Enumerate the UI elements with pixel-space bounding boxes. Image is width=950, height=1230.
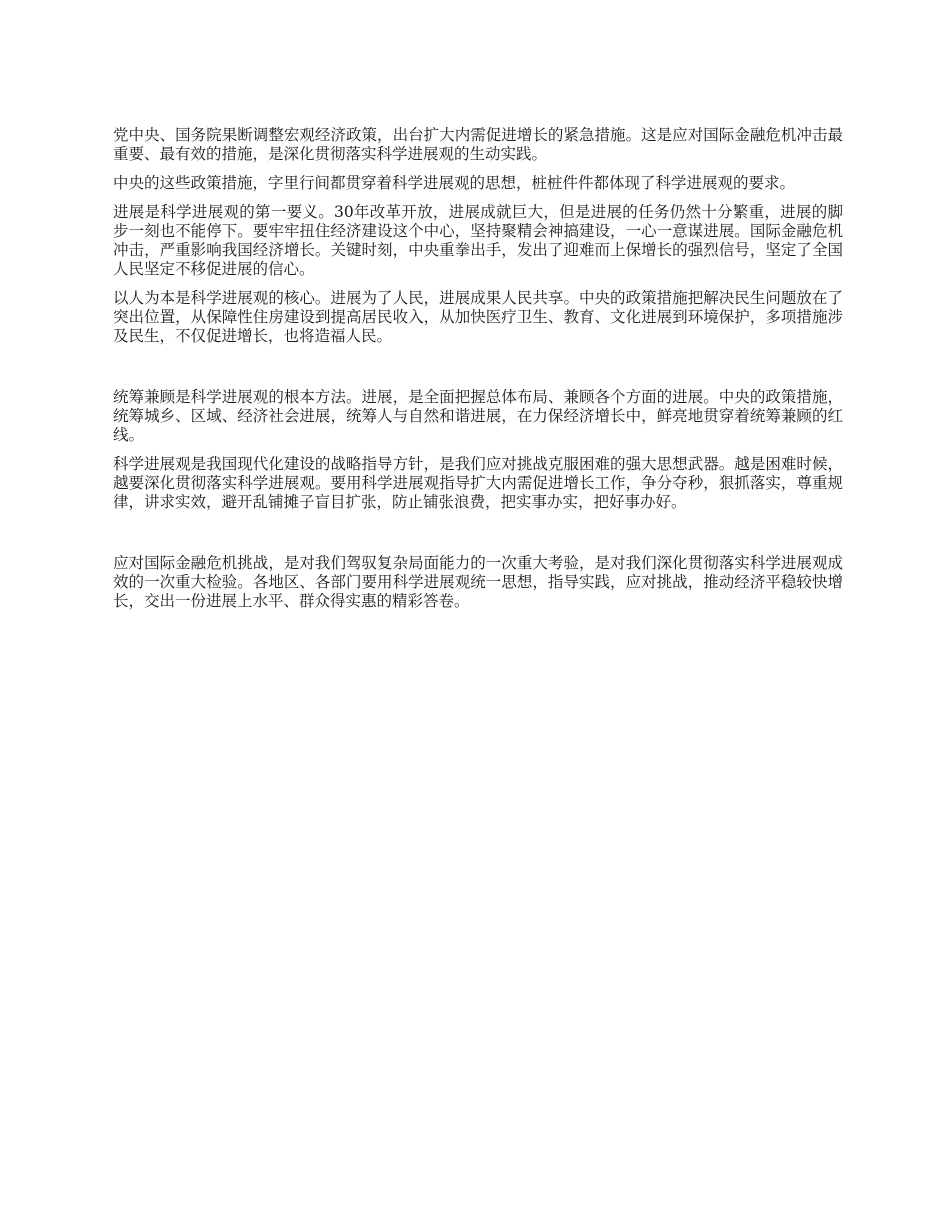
- paragraph-7: 应对国际金融危机挑战，是对我们驾驭复杂局面能力的一次重大考验，是对我们深化贯彻落实科学进展观成效的一次重大检验。各地区、各部门要用科学进展观统一思想，指导实践，应对挑战，推动经济平稳较快增长，交出一份进展上水平、群众得实惠的精彩答卷。: [113, 554, 843, 610]
- paragraph-5: 统筹兼顾是科学进展观的根本方法。进展，是全面把握总体布局、兼顾各个方面的进展。中央的政策措施，统筹城乡、区域、经济社会进展，统筹人与自然和谐进展，在力保经济增长中，鲜亮地贯穿着统筹兼顾的红线。: [113, 388, 843, 444]
- paragraph-2: 中央的这些政策措施，字里行间都贯穿着科学进展观的思想，桩桩件件都体现了科学进展观的要求。: [113, 174, 796, 192]
- paragraph-spacer: [113, 522, 843, 554]
- paragraph-4: 以人为本是科学进展观的核心。进展为了人民，进展成果人民共享。中央的政策措施把解决民生问题放在了突出位置，从保障性住房建设到提高居民收入，从加快医疗卫生、教育、文化进展到环境保护，多项措施涉及民生，不仅促进增长，也将造福人民。: [113, 289, 843, 345]
- paragraph-3: 进展是科学进展观的第一要义。30年改革开放，进展成就巨大，但是进展的任务仍然十分繁重，进展的脚步一刻也不能停下。要牢牢扭住经济建设这个中心，坚持聚精会神搞建设，一心一意谋进展。国际金融危机冲击，严重影响我国经济增长。关键时刻，中央重拳出手，发出了迎难而上保增长的强烈信号，坚定了全国人民坚定不移促进展的信心。: [113, 203, 843, 278]
- paragraph-spacer: [113, 356, 843, 388]
- document-body: [113, 126, 843, 621]
- paragraph-6: 科学进展观是我国现代化建设的战略指导方针，是我们应对挑战克服困难的强大思想武器。越是困难时候，越要深化贯彻落实科学进展观。要用科学进展观指导扩大内需促进增长工作，争分夺秒，狠抓落实，尊重规律，讲求实效，避开乱铺摊子盲目扩张，防止铺张浪费，把实事办实，把好事办好。: [113, 455, 843, 511]
- paragraph-1: 党中央、国务院果断调整宏观经济政策，出台扩大内需促进增长的紧急措施。这是应对国际金融危机冲击最重要、最有效的措施，是深化贯彻落实科学进展观的生动实践。: [113, 126, 843, 163]
